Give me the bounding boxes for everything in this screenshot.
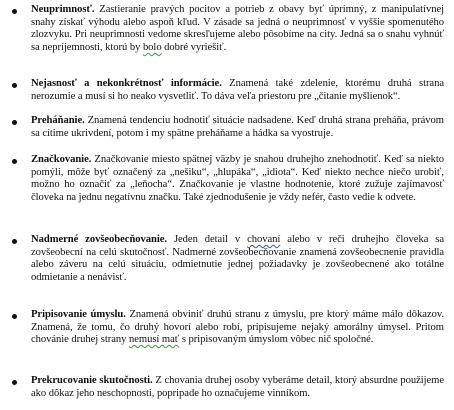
item-term: Nejasnosť a nekonkrétnosť informácie.	[31, 78, 222, 89]
item-description: Znamená obviniť druhú stranu z úmyslu, pre ktorý máme málo dôkazov. Znamená, že tomu, čo druhý hovorí alebo robí, pripisujeme nejaký amorálny úmysel. Pritom chovánie druhej strany	[31, 309, 445, 346]
bullet-icon	[12, 83, 17, 88]
bullet-icon	[12, 380, 17, 385]
flagged-word: bolo	[142, 41, 162, 53]
item-description-end: dobré vyriešiť.	[161, 41, 227, 53]
item-text	[31, 4, 444, 54]
item-term: Preháňanie.	[31, 115, 85, 126]
bullet-icon	[12, 120, 17, 125]
bullet-icon	[12, 9, 17, 14]
item-term: Pripisovanie úmyslu.	[31, 309, 126, 320]
item-text	[31, 78, 444, 103]
item-term: Nadmerné zovšeobecňovanie.	[31, 234, 168, 245]
item-text	[31, 309, 444, 347]
item-description-end: s pripisovaným úmyslom vôbec nič spoločné.	[179, 334, 374, 346]
item-term: Značkovanie.	[31, 154, 92, 165]
item-term: Prekrucovanie skutočnosti.	[31, 375, 153, 386]
item-text	[31, 154, 444, 204]
bullet-icon	[12, 314, 17, 319]
item-description: Znamená tendenciu hodnotiť situácie nadsadene. Keď druhá strana preháňa, právom sa cítime ukrivdení, potom i my spätne preháňame a hádka sa vyostruje.	[31, 115, 444, 139]
item-description: Zastieranie pravých pocitov a potrieb z obavy byť úprimný, z manipulatívnej snahy získať výhodu alebo aspoň kľud. V zásade sa jedná o neuprimnosť v vyššie spomenutého zlozvyku. Pri neuprimnosti vedome skresľujeme alebo pôsobíme na city. Jedná sa o snahu vyhnúť sa nepríjemnosti, ktorú by	[31, 4, 444, 53]
item-text	[31, 234, 444, 284]
bullet-icon	[12, 159, 17, 164]
item-description: Jeden detail v	[167, 234, 248, 245]
bullet-icon	[12, 239, 17, 244]
flagged-word: nemusí mať	[129, 334, 180, 346]
item-description: Značkovanie miesto spätnej väzby je snahou druhejho znehodnotiť. Keď sa niekto pomýli, môže byť označený za „nešiku“, „hlupáka“, „idiota“. Keď niekto nechce niečo urobiť, možno ho označiť za „leňocha“. Značkovanie je vlastne hodnotenie, ktoré zužuje zajímavosť človeka na jednu negatívnu značku. Také zjednodušenie je vždy nefér, často vedie k odvete.	[31, 154, 444, 203]
item-text	[31, 115, 444, 140]
flagged-word: chovaní	[247, 234, 281, 245]
item-description: Znamená také zdelenie, ktorému druhá strana nerozumie a musí si ho neako vysvetliť. To dáva veľa priestoru pre „čitanie myšlienok“.	[31, 78, 444, 102]
item-description-end: alebo v reči druhejho človeka sa zovšeobecní na celú skutočnosť. Nadmerné zovšeobecňovanie znamená zovšeobecnenie pravidla alebo záveru na celú situáciu, odmietnutie jednej požiadavky je zovšeobecnené ako totálne odmietanie a nenávisť.	[31, 234, 444, 283]
item-term: Neuprimnosť.	[31, 4, 95, 15]
item-description: Z chovania druhej osoby vyberáme detail, ktorý absurdne použijeme ako dôkaz jeho neschopnosti, popripade ho označujeme vinníkom.	[31, 375, 444, 399]
item-text	[31, 375, 444, 400]
